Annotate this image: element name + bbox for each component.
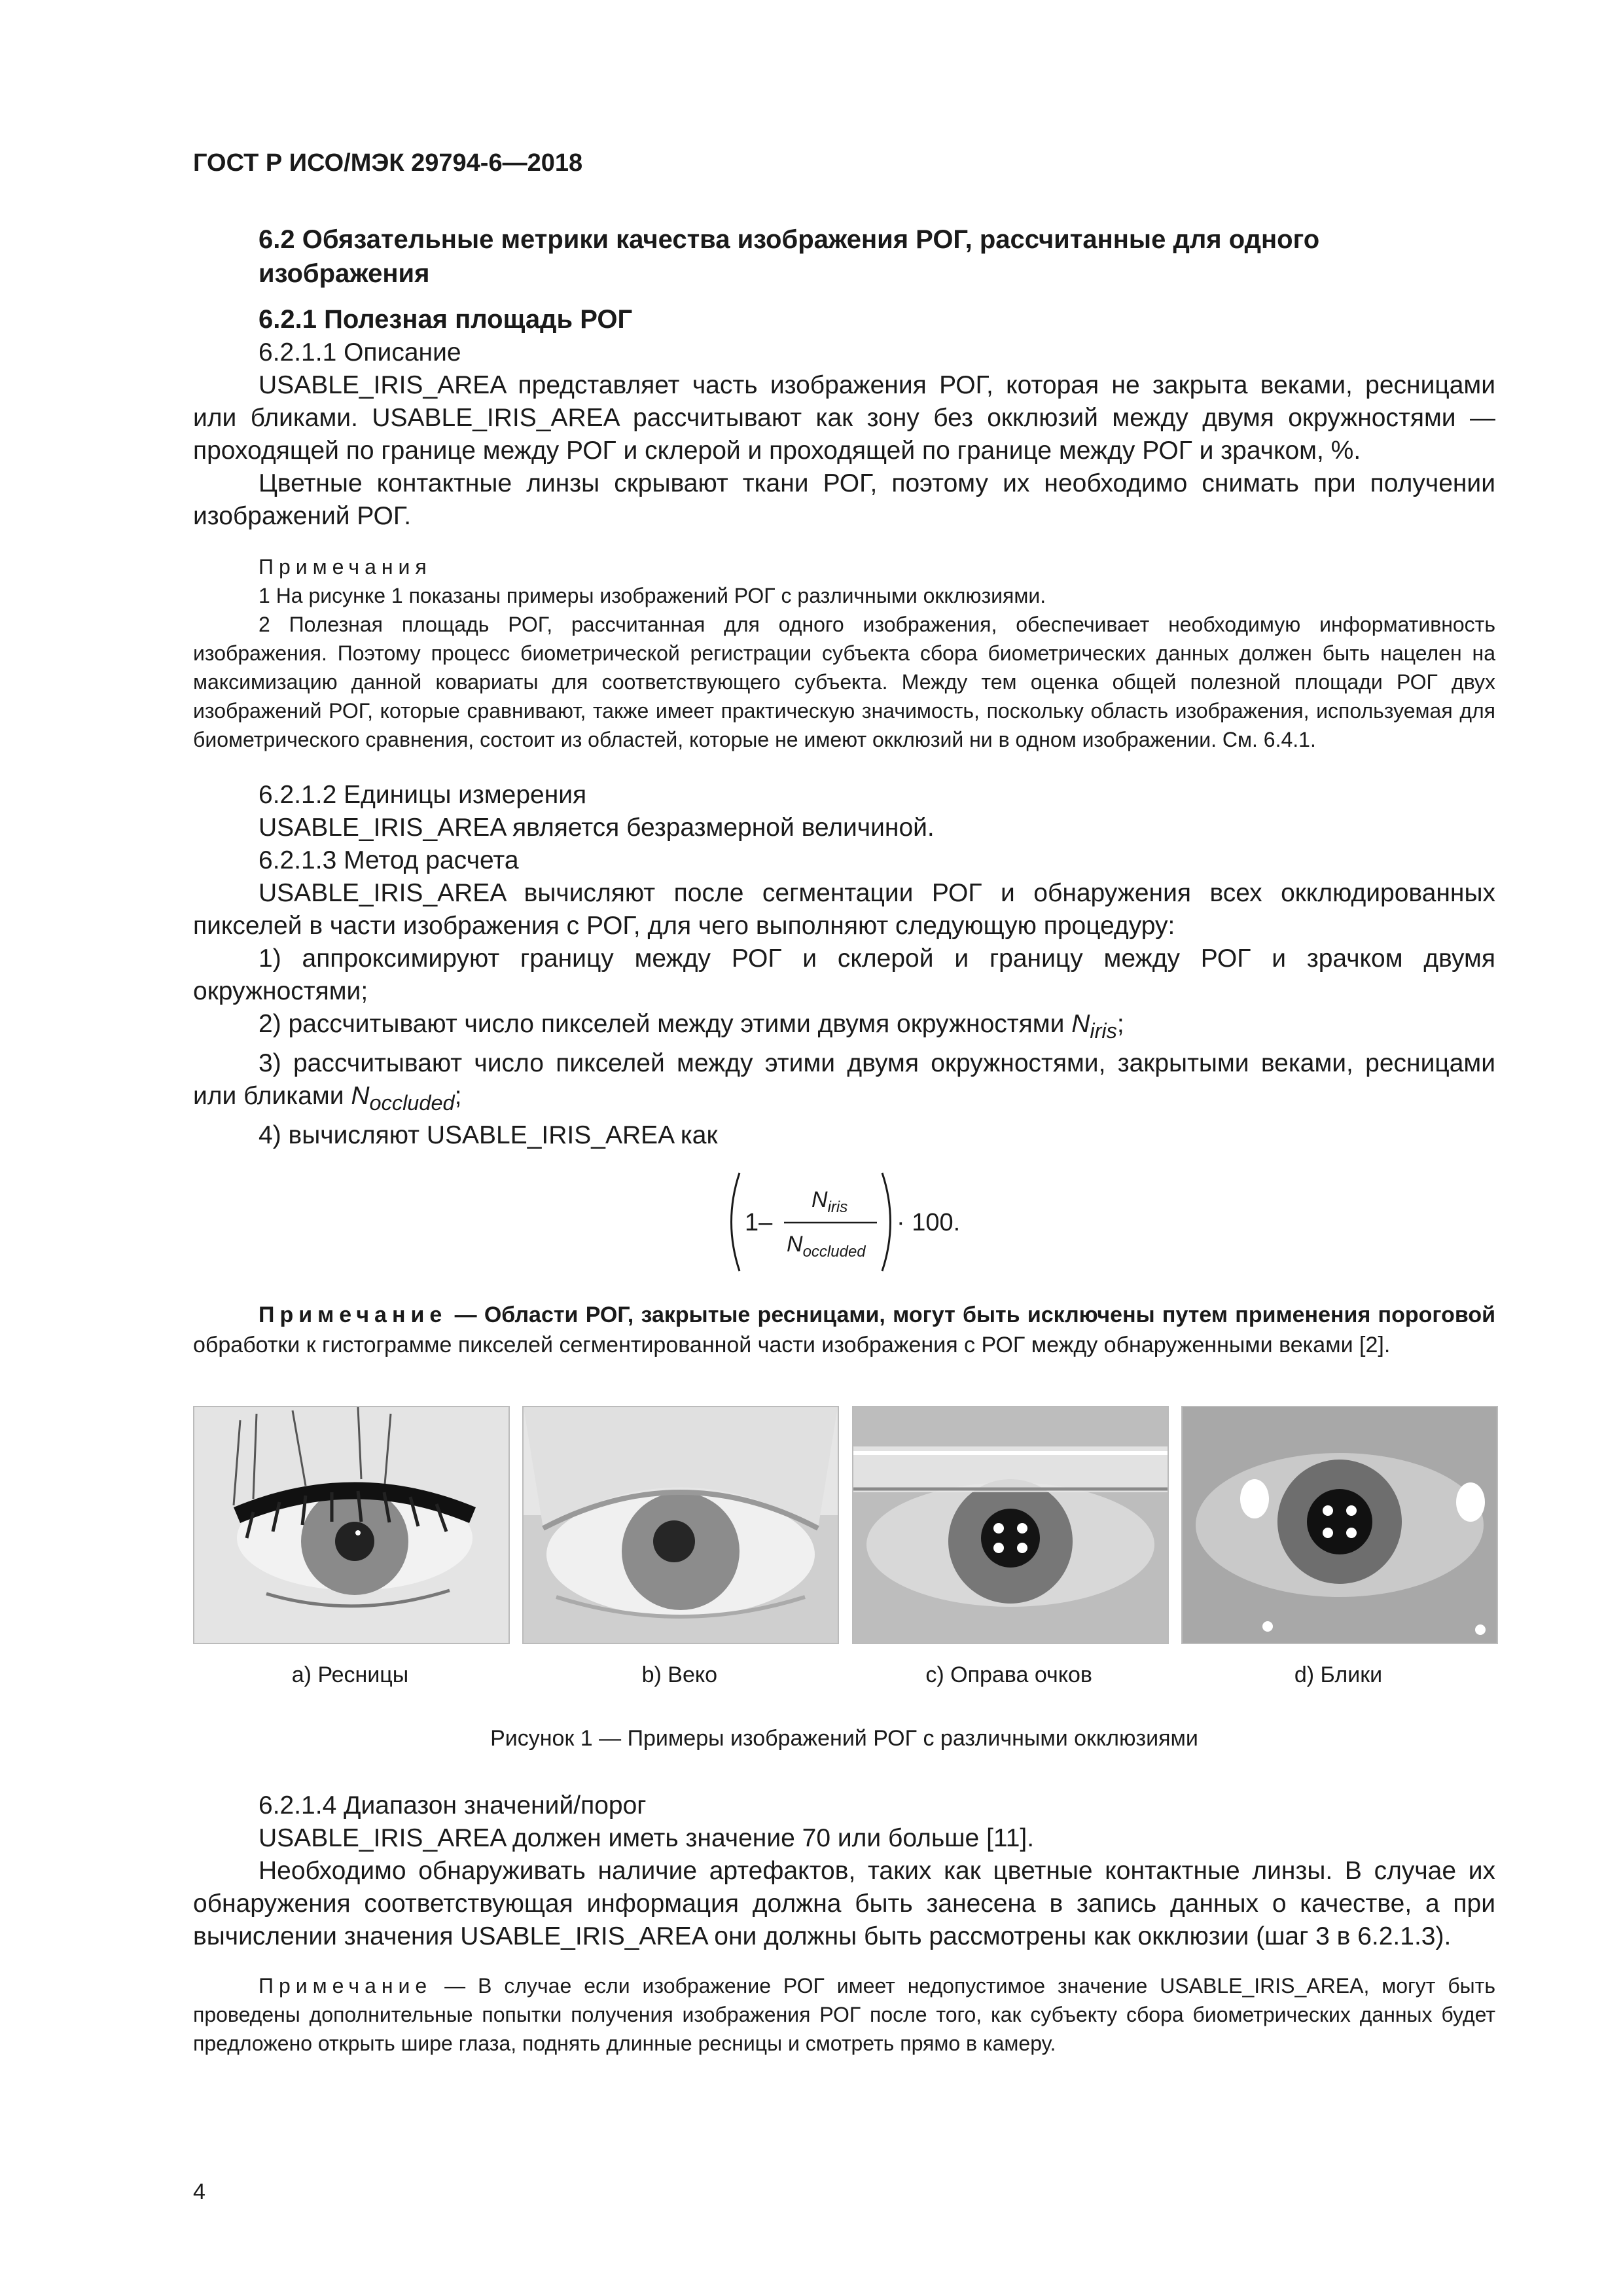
method-step-3: 3) рассчитывают число пикселей между этими двумя окружностями, закрытыми веками, ресницами или бликами $N_{occluded}$; bbox=[193, 1049, 1495, 1115]
glasses-frame-occlusion-image bbox=[852, 1406, 1169, 1644]
note-4-block bbox=[193, 1971, 1495, 2058]
formula-times-100: · 100. bbox=[897, 1208, 961, 1236]
formula-one-minus: 1– bbox=[745, 1208, 773, 1236]
left-paren bbox=[732, 1173, 740, 1271]
eyelid-occlusion-image bbox=[522, 1406, 839, 1644]
notes-block bbox=[193, 552, 1495, 754]
method-paragraph: USABLE_IRIS_AREA вычисляют после сегментации РОГ и обнаружения всех окклюдированных пикселей в части изображения с РОГ, для чего выполняют следующую процедуру: bbox=[193, 879, 1495, 940]
figure-1d-caption: d) Блики bbox=[1294, 1662, 1383, 1687]
note-3: Примечание — Области РОГ, закрытые ресницами, могут быть исключены путем применения пороговой обработки к гистограмме пикселей сегментированной части изображения с РОГ между обнаруженными веками [2]. bbox=[193, 1302, 1495, 1357]
formula-graphic bbox=[720, 1166, 969, 1278]
note-2: 2 Полезная площадь РОГ, рассчитанная для одного изображения, обеспечивает необходимую информативность изображения. Поэтому процесс биометрической регистрации субъекта сбора биометрических данных должен быть нацелен на максимизацию данной ковариаты для соответствующего субъекта. Между тем оценка общей полезной площади РОГ двух изображений РОГ, которые сравнивают, также имеет практическую значимость, поскольку область изображения, используемая для биометрического сравнения, состоит из областей, которые не имеют окклюзий ни в одном изображении. См. 6.4.1. bbox=[193, 613, 1495, 751]
formula-numerator: $N_{iris}$ bbox=[812, 1187, 848, 1216]
page-content bbox=[193, 223, 1495, 2083]
note-4: Примечание — В случае если изображение РОГ имеет недопустимое значение USABLE_IRIS_AREA, могут быть проведены дополнительные попытки получения изображения РОГ после того, как субъекту сбора биометрических данных будет предложено открыть шире глаза, поднять длинные ресницы и смотреть прямо в камеру. bbox=[193, 1973, 1495, 2055]
method-step-2: 2) рассчитывают число пикселей между этими двумя окружностями $N_{iris}$; bbox=[259, 1010, 1124, 1043]
figure-1-title: Рисунок 1 — Примеры изображений РОГ с различными окклюзиями bbox=[490, 1725, 1198, 1751]
section-6-2-1-1-title: 6.2.1.1 Описание bbox=[259, 338, 461, 367]
document-id: ГОСТ Р ИСО/МЭК 29794-6—2018 bbox=[193, 149, 583, 177]
eyelash-occlusion-image bbox=[193, 1406, 510, 1644]
note-1: 1 На рисунке 1 показаны примеры изображений РОГ с различными окклюзиями. bbox=[259, 584, 1046, 607]
section-6-2-1-2-title: 6.2.1.2 Единицы измерения bbox=[259, 781, 587, 809]
figure-1b-caption: b) Веко bbox=[641, 1662, 718, 1687]
figure-1c bbox=[852, 1406, 1166, 1688]
section-6-2-1-3-title: 6.2.1.3 Метод расчета bbox=[259, 846, 519, 874]
method-step-4: 4) вычисляют USABLE_IRIS_AREA как bbox=[259, 1121, 718, 1149]
figure-1a-caption: a) Ресницы bbox=[291, 1662, 409, 1687]
right-paren bbox=[882, 1173, 891, 1271]
figure-1d bbox=[1181, 1406, 1495, 1688]
figure-1-images bbox=[193, 1406, 1495, 1688]
range-paragraph-1: USABLE_IRIS_AREA должен иметь значение 70 или больше [11]. bbox=[259, 1823, 1035, 1852]
section-6-2-1-title: 6.2.1 Полезная площадь РОГ bbox=[259, 305, 633, 334]
figure-1b bbox=[522, 1406, 836, 1688]
figure-1c-caption: c) Оправа очков bbox=[925, 1662, 1092, 1687]
units-paragraph: USABLE_IRIS_AREA является безразмерной величиной. bbox=[259, 814, 935, 842]
range-paragraph-2: Необходимо обнаруживать наличие артефактов, таких как цветные контактные линзы. В случае их обнаружения соответствующая информация должна быть занесена в запись данных о качестве, а при вычислении значения USABLE_IRIS_AREA они должны быть рассмотрены как окклюзии (шаг 3 в 6.2.1.3). bbox=[193, 1856, 1495, 1950]
formula-denominator: $N_{occluded}$ bbox=[787, 1231, 866, 1261]
method-step-1: 1) аппроксимируют границу между РОГ и склерой и границу между РОГ и зрачком двумя окружностями; bbox=[193, 944, 1495, 1005]
usable-iris-area-formula bbox=[193, 1166, 1495, 1278]
section-6-2-1-4-title: 6.2.1.4 Диапазон значений/порог bbox=[259, 1791, 647, 1820]
specular-reflection-occlusion-image bbox=[1181, 1406, 1498, 1644]
description-paragraph-2: Цветные контактные линзы скрывают ткани РОГ, поэтому их необходимо снимать при получении изображений РОГ. bbox=[193, 469, 1495, 530]
description-paragraph-1: USABLE_IRIS_AREA представляет часть изображения РОГ, которая не закрыта веками, ресницами или бликами. USABLE_IRIS_AREA рассчитывают как зону без окклюзий между двумя окружностями — проходящей по границе между РОГ и склерой и проходящей по границе между РОГ и зрачком, %. bbox=[193, 371, 1495, 465]
page-number: 4 bbox=[193, 2179, 205, 2204]
notes-title: Примечания bbox=[259, 555, 432, 579]
section-6-2-title: 6.2 Обязательные метрики качества изображения РОГ, рассчитанные для одного изображения bbox=[259, 225, 1320, 288]
figure-1a bbox=[193, 1406, 507, 1688]
